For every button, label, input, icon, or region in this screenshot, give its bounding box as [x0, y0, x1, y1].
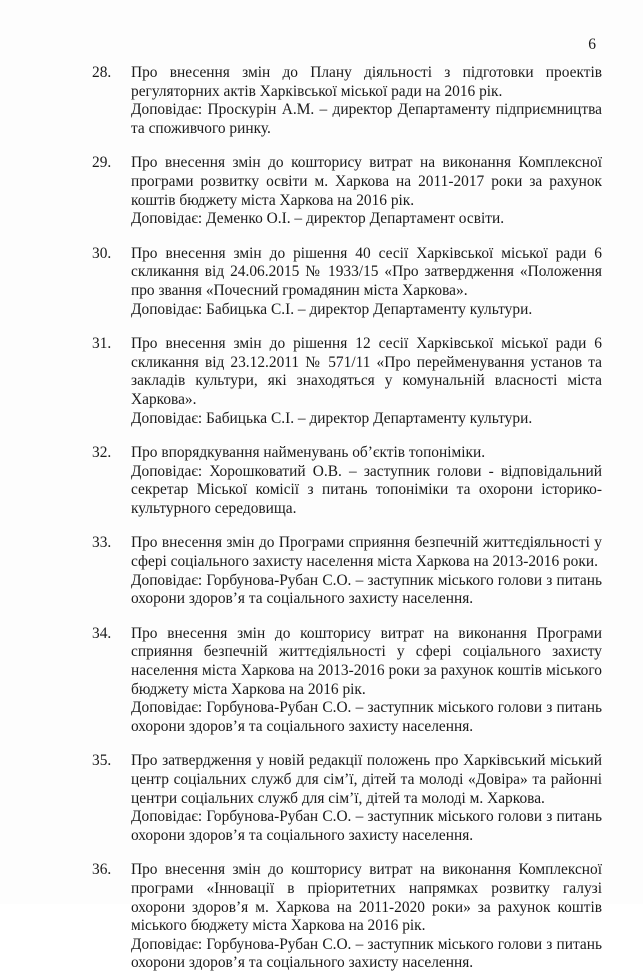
item-title: Про впорядкування найменувань об’єктів топоніміки.	[131, 444, 486, 462]
item-speaker: Доповідає: Бабицька С.І. – директор Департаменту культури.	[131, 300, 533, 318]
item-body	[131, 861, 602, 973]
item-title: Про внесення змін до Програми сприяння безпечній життєдіяльності у сфері соціального захисту населення міста Харкова на 2013-2016 роки.	[131, 534, 602, 571]
item-number: 33.	[92, 534, 112, 552]
item-speaker: Доповідає: Горбунова-Рубан С.О. – заступник міського голови з питань охорони здоров’я та соціального захисту населення.	[131, 571, 602, 608]
item-speaker: Доповідає: Горбунова-Рубан С.О. – заступник міського голови з питань охорони здоров’я та соціального захисту населення.	[131, 935, 602, 972]
item-body	[131, 335, 602, 428]
page-number: 6	[588, 36, 596, 53]
item-title: Про затвердження у новій редакції положень про Харківський міський центр соціальних служб для сім’ї, дітей та молоді «Довіра» та районні центри соціальних служб для сім’ї, дітей та молоді м. Харкова.	[131, 752, 602, 807]
item-title: Про внесення змін до кошторису витрат на виконання Програми сприяння безпечній життєдіяльності у сфері соціального захисту населення міста Харкова на 2013-2016 роки за рахунок коштів міського бюджету міста Харкова на 2016 рік.	[131, 624, 602, 698]
item-number: 34.	[92, 624, 112, 642]
agenda-item	[92, 752, 602, 845]
item-number: 35.	[92, 752, 112, 770]
agenda-item	[92, 444, 602, 518]
agenda-item	[92, 154, 602, 228]
item-body	[131, 444, 602, 518]
item-number: 30.	[92, 244, 112, 262]
item-title: Про внесення змін до рішення 12 сесії Харківської міської ради 6 скликання від 23.12.2011 № 571/11 «Про перейменування установ та закладів культури, які знаходяться у комунальній власності міста Харкова».	[131, 335, 602, 408]
agenda-item	[92, 245, 602, 319]
agenda-item	[92, 625, 602, 737]
item-number: 36.	[92, 861, 112, 879]
agenda-item	[92, 861, 602, 973]
item-speaker: Доповідає: Горбунова-Рубан С.О. – заступник міського голови з питань охорони здоров’я та соціального захисту населення.	[131, 699, 602, 735]
item-body	[131, 154, 602, 228]
item-number: 31.	[92, 335, 112, 353]
item-number: 29.	[92, 154, 112, 172]
item-body	[131, 625, 602, 737]
agenda-list	[92, 64, 602, 973]
agenda-item	[92, 64, 602, 138]
agenda-item	[92, 335, 602, 428]
item-speaker: Доповідає: Бабицька С.І. – директор Департаменту культури.	[131, 409, 533, 427]
item-title: Про внесення змін до рішення 40 сесії Харківської міської ради 6 скликання від 24.06.2015 № 1933/15 «Про затвердження «Положення про звання «Почесний громадянин міста Харкова».	[131, 244, 602, 299]
item-body	[131, 64, 602, 138]
item-speaker: Доповідає: Деменко О.І. – директор Департамент освіти.	[131, 210, 505, 228]
item-speaker: Доповідає: Горбунова-Рубан С.О. – заступник міського голови з питань охорони здоров’я та соціального захисту населення.	[131, 808, 602, 844]
item-body	[131, 752, 602, 845]
item-number: 28.	[92, 64, 112, 81]
item-body	[131, 245, 602, 319]
item-number: 32.	[92, 444, 112, 462]
item-title: Про внесення змін до Плану діяльності з підготовки проектів регуляторних актів Харківської міської ради на 2016 рік.	[131, 64, 602, 100]
item-title: Про внесення змін до кошторису витрат на виконання Комплексної програми «Інновації в пріоритетних напрямках розвитку галузі охорони здоров’я м. Харкова на 2011-2020 роки» за рахунок коштів міського бюджету міста Харкова на 2016 рік.	[131, 861, 602, 935]
item-body	[131, 534, 602, 608]
item-title: Про внесення змін до кошторису витрат на виконання Комплексної програми розвитку освіти м. Харкова на 2011-2017 роки за рахунок коштів бюджету міста Харкова на 2016 рік.	[131, 154, 602, 209]
item-speaker: Доповідає: Проскурін А.М. – директор Департаменту підприємництва та споживчого ринку.	[131, 101, 602, 137]
agenda-item	[92, 534, 602, 608]
item-speaker: Доповідає: Хорошковатий О.В. – заступник голови - відповідальний секретар Міської комісії з питань топоніміки та охорони історико-культурного середовища.	[131, 462, 602, 517]
